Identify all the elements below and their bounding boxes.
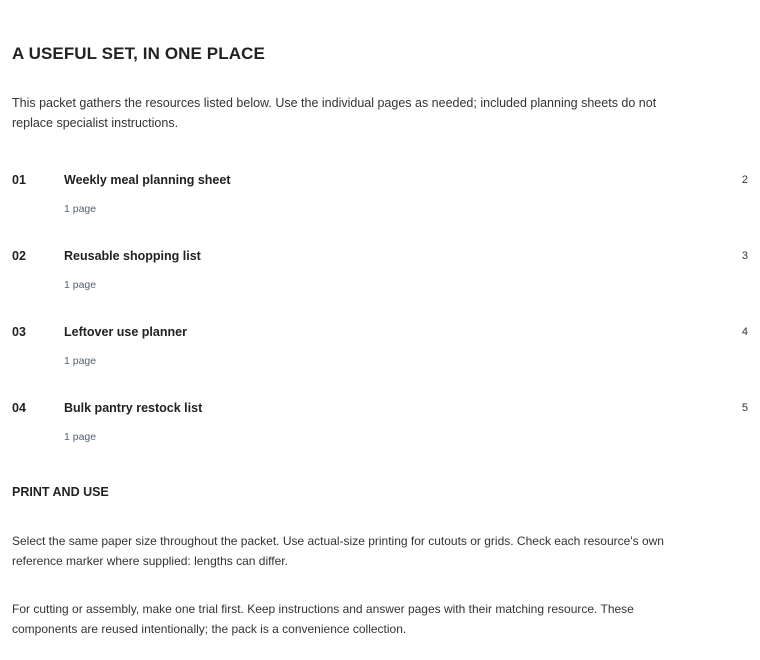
print-section-heading: PRINT AND USE: [12, 485, 109, 499]
item-page-number: 4: [741, 326, 748, 338]
print-paragraph-1: Select the same paper size throughout the packet. Use actual-size printing for cutouts or grids. Check each resource's own reference marker where supplied: lengths can differ.: [12, 534, 664, 568]
item-page-number: 2: [741, 174, 748, 186]
item-number: 03: [12, 325, 26, 339]
item-title: Bulk pantry restock list: [64, 401, 203, 415]
item-page-count: 1 page: [64, 203, 97, 215]
item-number: 02: [12, 249, 26, 263]
contents-item: [12, 398, 748, 474]
item-number: 04: [12, 401, 26, 415]
page-title: A USEFUL SET, IN ONE PLACE: [12, 44, 265, 63]
item-title: Weekly meal planning sheet: [64, 173, 231, 187]
contents-item: [12, 170, 748, 246]
item-page-count: 1 page: [64, 431, 97, 443]
contents-item: [12, 322, 748, 398]
contents-item: [12, 246, 748, 322]
item-title: Leftover use planner: [64, 325, 187, 339]
item-page-count: 1 page: [64, 355, 97, 367]
item-page-number: 3: [741, 250, 748, 262]
item-number: 01: [12, 173, 26, 187]
item-page-number: 5: [741, 402, 748, 414]
item-title: Reusable shopping list: [64, 249, 201, 263]
item-page-count: 1 page: [64, 279, 97, 291]
print-paragraph-2: For cutting or assembly, make one trial first. Keep instructions and answer pages with their matching resource. These components are reused intentionally; the pack is a convenience collection.: [12, 602, 634, 636]
intro-paragraph: This packet gathers the resources listed below. Use the individual pages as needed; included planning sheets do not replace specialist instructions.: [12, 96, 657, 130]
contents-list: [12, 170, 748, 474]
